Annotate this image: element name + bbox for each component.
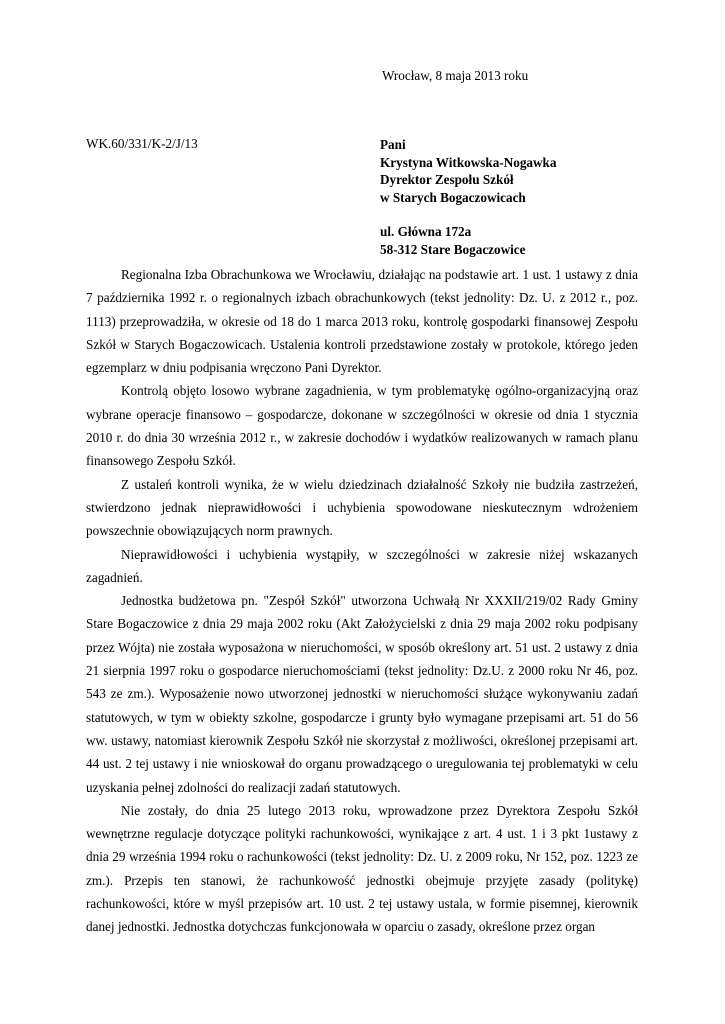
recipient-street: ul. Główna 172a	[380, 224, 472, 239]
recipient-salutation: Pani	[380, 137, 406, 152]
body-paragraph: Jednostka budżetowa pn. "Zespół Szkół" utworzona Uchwałą Nr XXXII/219/02 Rady Gminy Stare Bogaczowice z dnia 29 maja 2002 roku (Akt Założycielski z dnia 29 maja 2002 roku podpisany przez Wójta) nie została wyposażona w nieruchomości, w sposób określony art. 51 ust. 2 ustawy z dnia 21 sierpnia 1997 roku o gospodarce nieruchomościami (tekst jednolity: Dz.U. z 2000 roku Nr 46, poz. 543 ze zm.). Wyposażenie nowo utworzonej jednostki w nieruchomości służące wykonywaniu zadań statutowych, w tym w obiekty szkolne, gospodarcze i grunty było wymagane przepisami art. 51 do 56 ww. ustawy, natomiast kierownik Zespołu Szkół nie skorzystał z możliwości, określonej przepisami art. 44 ust. 2 tej ustawy i nie wnioskował do organu prowadzącego o uregulowania tej problematyki w celu uzyskania pełnej zdolności do realizacji zadań statutowych.	[86, 593, 638, 795]
body-paragraph: Nie zostały, do dnia 25 lutego 2013 roku, wprowadzone przez Dyrektora Zespołu Szkół wewnętrzne regulacje dotyczące polityki rachunkowości, wynikające z art. 4 ust. 1 i 3 pkt 1ustawy z dnia 29 września 1994 roku o rachunkowości (tekst jednolity: Dz. U. z 2009 roku, Nr 152, poz. 1223 ze zm.). Przepis ten stanowi, że rachunkowość jednostki obejmuje przyjęte zasady (politykę) rachunkowości, które w myśl przepisów art. 10 ust. 2 tej ustawy ustala, w formie pisemnej, kierownik danej jednostki. Jednostka dotychczas funkcjonowała w oparciu o zasady, określone przez organ	[86, 802, 638, 935]
place-and-date: Wrocław, 8 maja 2013 roku	[382, 68, 529, 83]
body-paragraph: Kontrolą objęto losowo wybrane zagadnienia, w tym problematykę ogólno-organizacyjną oraz wybrane operacje finansowo – gospodarcze, dokonane w szczególności w okresie od dnia 1 stycznia 2010 r. do dnia 30 września 2012 r., w zakresie dochodów i wydatków realizowanych w ramach planu finansowego Zespołu Szkół.	[86, 383, 638, 469]
recipient-address-block	[380, 136, 556, 258]
recipient-position: Dyrektor Zespołu Szkół	[380, 172, 514, 187]
recipient-name: Krystyna Witkowska-Nogawka	[380, 154, 557, 170]
reference-number: WK.60/331/K-2/J/13	[86, 136, 198, 151]
body-paragraph: Regionalna Izba Obrachunkowa we Wrocławiu, działając na podstawie art. 1 ust. 1 ustawy z dnia 7 października 1992 r. o regionalnych izbach obrachunkowych (tekst jednolity: Dz. U. z 2012 r., poz. 1113) przeprowadziła, w okresie od 18 do 1 marca 2013 roku, kontrolę gospodarki finansowej Zespołu Szkół w Starych Bogaczowicach. Ustalenia kontroli przedstawione zostały w protokole, którego jeden egzemplarz w dniu podpisania wręczono Pani Dyrektor.	[86, 267, 638, 376]
recipient-location: w Starych Bogaczowicach	[380, 189, 526, 205]
recipient-postal-city: 58-312 Stare Bogaczowice	[380, 241, 526, 257]
address-spacer	[380, 206, 556, 223]
body-paragraph: Nieprawidłowości i uchybienia wystąpiły, w szczególności w zakresie niżej wskazanych zagadnień.	[86, 546, 638, 585]
letter-body	[86, 263, 638, 939]
body-paragraph: Z ustaleń kontroli wynika, że w wielu dziedzinach działalność Szkoły nie budziła zastrzeżeń, stwierdzono jednak nieprawidłowości i uchybienia spowodowane nieskutecznym wdrożeniem powszechnie obowiązujących norm prawnych.	[86, 476, 638, 539]
